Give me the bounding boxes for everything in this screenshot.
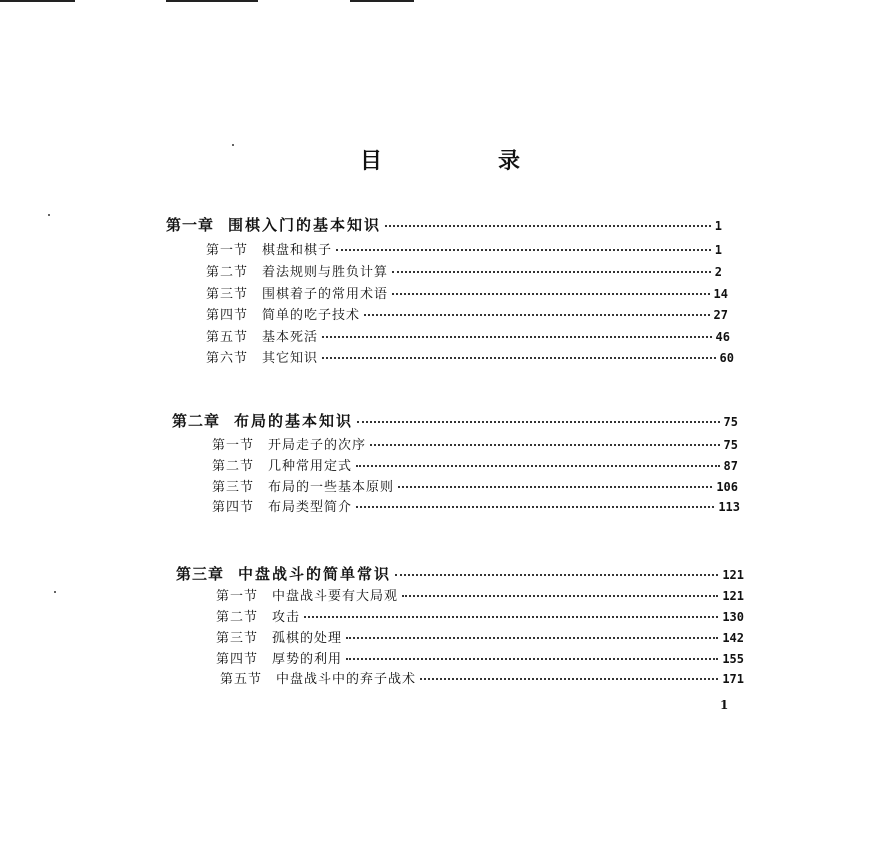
scan-speck: [232, 144, 234, 146]
section-number: 第三节: [206, 287, 249, 302]
section-title: 开局走子的次序: [268, 438, 367, 453]
section-2-3[interactable]: [212, 476, 738, 495]
page-number: 155: [722, 652, 744, 666]
section-number: 第二节: [212, 459, 255, 474]
section-2-1[interactable]: [212, 434, 738, 453]
section-3-1[interactable]: [216, 585, 744, 604]
section-title: 布局类型简介: [268, 500, 353, 515]
toc-title: [360, 144, 520, 175]
chapter-title: 围棋入门的基本知识: [228, 216, 382, 234]
section-title: 其它知识: [262, 351, 319, 366]
page-number: 75: [723, 438, 738, 452]
section-2-2[interactable]: [212, 455, 738, 474]
section-title: 棋盘和棋子: [262, 243, 333, 258]
leader-dots: [392, 271, 711, 273]
leader-dots: [398, 486, 712, 488]
page-number: 121: [722, 589, 744, 603]
section-number: 第一节: [212, 438, 255, 453]
leader-dots: [322, 336, 712, 338]
page-number: 130: [722, 610, 744, 624]
section-title: 厚势的利用: [272, 652, 343, 667]
leader-dots: [364, 314, 710, 316]
leader-dots: [385, 225, 711, 227]
leader-dots: [420, 678, 718, 680]
chapter-title: 布局的基本知识: [234, 412, 354, 430]
section-1-2[interactable]: [206, 261, 722, 280]
section-number: 第二节: [206, 265, 249, 280]
top-rule-3: [350, 0, 414, 2]
top-rule-2: [166, 0, 258, 2]
leader-dots: [356, 506, 714, 508]
section-number: 第六节: [206, 351, 249, 366]
page-number: 14: [713, 287, 728, 301]
footer-page-number: 1: [720, 698, 729, 712]
chapter-number: 第一章: [166, 216, 215, 234]
chapter-2[interactable]: [172, 410, 738, 431]
section-title: 攻击: [272, 610, 301, 625]
leader-dots: [346, 637, 718, 639]
section-number: 第一节: [216, 589, 259, 604]
section-3-5[interactable]: [220, 668, 744, 687]
page-number: 1: [714, 243, 722, 257]
section-1-6[interactable]: [206, 347, 734, 366]
section-title: 中盘战斗要有大局观: [272, 589, 399, 604]
page-number: 121: [722, 568, 744, 582]
chapter-title: 中盘战斗的简单常识: [238, 565, 392, 583]
leader-dots: [356, 465, 720, 467]
section-number: 第一节: [206, 243, 249, 258]
section-title: 几种常用定式: [268, 459, 353, 474]
leader-dots: [402, 595, 718, 597]
section-1-3[interactable]: [206, 283, 728, 302]
section-1-5[interactable]: [206, 326, 730, 345]
chapter-number: 第三章: [176, 565, 225, 583]
leader-dots: [392, 293, 710, 295]
section-1-4[interactable]: [206, 304, 728, 323]
section-number: 第三节: [212, 480, 255, 495]
chapter-3[interactable]: [176, 563, 744, 584]
section-number: 第五节: [220, 672, 263, 687]
section-title: 中盘战斗中的弃子战术: [276, 672, 417, 687]
section-number: 第四节: [212, 500, 255, 515]
section-number: 第三节: [216, 631, 259, 646]
chapter-1[interactable]: [166, 214, 722, 235]
section-title: 布局的一些基本原则: [268, 480, 395, 495]
section-title: 孤棋的处理: [272, 631, 343, 646]
page-number: 171: [722, 672, 744, 686]
section-number: 第二节: [216, 610, 259, 625]
toc-title-right: 录: [497, 148, 520, 174]
section-number: 第四节: [206, 308, 249, 323]
section-title: 着法规则与胜负计算: [262, 265, 389, 280]
section-title: 简单的吃子技术: [262, 308, 361, 323]
page-number: 142: [722, 631, 744, 645]
leader-dots: [346, 658, 718, 660]
page-number: 1: [714, 219, 722, 233]
section-number: 第四节: [216, 652, 259, 667]
section-title: 基本死活: [262, 330, 319, 345]
section-1-1[interactable]: [206, 239, 722, 258]
leader-dots: [357, 421, 720, 423]
leader-dots: [370, 444, 720, 446]
leader-dots: [395, 574, 718, 576]
toc-title-left: 目: [360, 148, 383, 174]
section-3-3[interactable]: [216, 627, 744, 646]
section-title: 围棋着子的常用术语: [262, 287, 389, 302]
section-3-4[interactable]: [216, 648, 744, 667]
leader-dots: [304, 616, 718, 618]
page-number: 2: [714, 265, 722, 279]
page-number: 87: [723, 459, 738, 473]
page-number: 106: [716, 480, 738, 494]
page-number: 27: [713, 308, 728, 322]
page-number: 75: [723, 415, 738, 429]
page-number: 60: [719, 351, 734, 365]
scan-speck: [54, 591, 56, 593]
section-2-4[interactable]: [212, 496, 740, 515]
top-rule-1: [0, 0, 75, 2]
page-number: 46: [715, 330, 730, 344]
chapter-number: 第二章: [172, 412, 221, 430]
section-3-2[interactable]: [216, 606, 744, 625]
leader-dots: [322, 357, 716, 359]
leader-dots: [336, 249, 711, 251]
section-number: 第五节: [206, 330, 249, 345]
page-number: 113: [718, 500, 740, 514]
scan-speck: [48, 214, 50, 216]
